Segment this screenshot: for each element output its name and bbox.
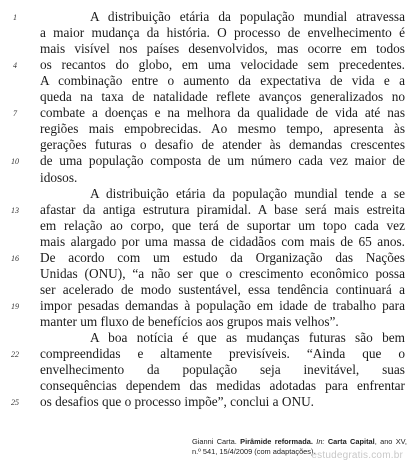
text-line: A distribuição etária da população mundial atravessa xyxy=(90,9,405,24)
text-line: manter um fluxo de benefícios aos grupos mais velhos”. xyxy=(40,313,339,329)
line-number: 1 xyxy=(13,13,17,22)
text-line: gerações futuras o desafio de atender às demandas crescentes xyxy=(40,137,405,153)
line-number: 19 xyxy=(11,301,19,311)
text-line: afastar da antiga estrutura piramidal. A base será mais estreita xyxy=(40,201,405,217)
line-number: 16 xyxy=(11,253,19,263)
text-line: os desafios que o processo impõe”, conclui a ONU. xyxy=(40,394,314,410)
source-in: In: xyxy=(316,437,325,446)
line-number: 10 xyxy=(11,157,19,167)
text-line: impor pesadas demandas à população em idade de trabalho para xyxy=(40,297,405,313)
source-details: , ano XV, n.º 541, 15/4/2009 (com adaptações). xyxy=(192,437,407,456)
line-number: 25 xyxy=(11,398,19,408)
text-line: compreendidas e altamente previsíveis. “Ainda que o xyxy=(40,346,405,362)
text-line: combate a doenças e na melhora da qualidade de vida até nas xyxy=(40,105,405,121)
watermark: estudegratis.com.br xyxy=(311,450,403,461)
text-line: mais alargado por uma massa de cidadãos com mais de 65 anos. xyxy=(40,233,405,249)
text-line: de uma população composta de um número cada vez maior de xyxy=(40,153,405,169)
text-line: mais visível nos países desenvolvidos, mas ocorre em todos xyxy=(40,41,405,57)
line-number: 13 xyxy=(11,205,19,215)
text-line: em relação ao corpo, que terá de suportar um topo cada vez xyxy=(40,217,405,233)
text-line: idosos. xyxy=(40,169,78,185)
source-magazine: Carta Capital xyxy=(327,437,375,446)
text-line: regiões mais empobrecidas. Ao mesmo tempo, apresenta às xyxy=(40,121,405,137)
line-number: 4 xyxy=(13,61,17,71)
text-line: A boa notícia é que as mudanças futuras são bem xyxy=(90,330,405,345)
text-line: A distribuição etária da população mundial tende a se xyxy=(90,185,405,201)
text-line: De acordo com um estudo da Organização das Nações xyxy=(40,249,405,265)
text-line: Unidas (ONU), “a não ser que o crescimento econômico possa xyxy=(40,265,405,281)
line-number: 7 xyxy=(13,109,17,119)
line-number: 22 xyxy=(11,350,19,360)
source-title: Pirâmide reformada. xyxy=(240,437,313,446)
text-line: ser acelerado de modo sustentável, essa tendência continuará a xyxy=(40,281,405,297)
text-line: consequências dependem das medidas adotadas para enfrentar xyxy=(40,378,405,394)
text-line: queda na taxa de natalidade reflete avanços generalizados no xyxy=(40,89,405,105)
text-line: A combinação entre o aumento da expectativa de vida e a xyxy=(40,73,405,89)
text-line: os recantos do globo, em uma velocidade sem precedentes. xyxy=(40,57,405,73)
text-line: a maior mudança da história. O processo de envelhecimento é xyxy=(40,25,405,41)
text-line: envelhecimento da população seja inevitável, suas xyxy=(40,362,405,378)
source-author: Gianni Carta. xyxy=(192,437,237,446)
